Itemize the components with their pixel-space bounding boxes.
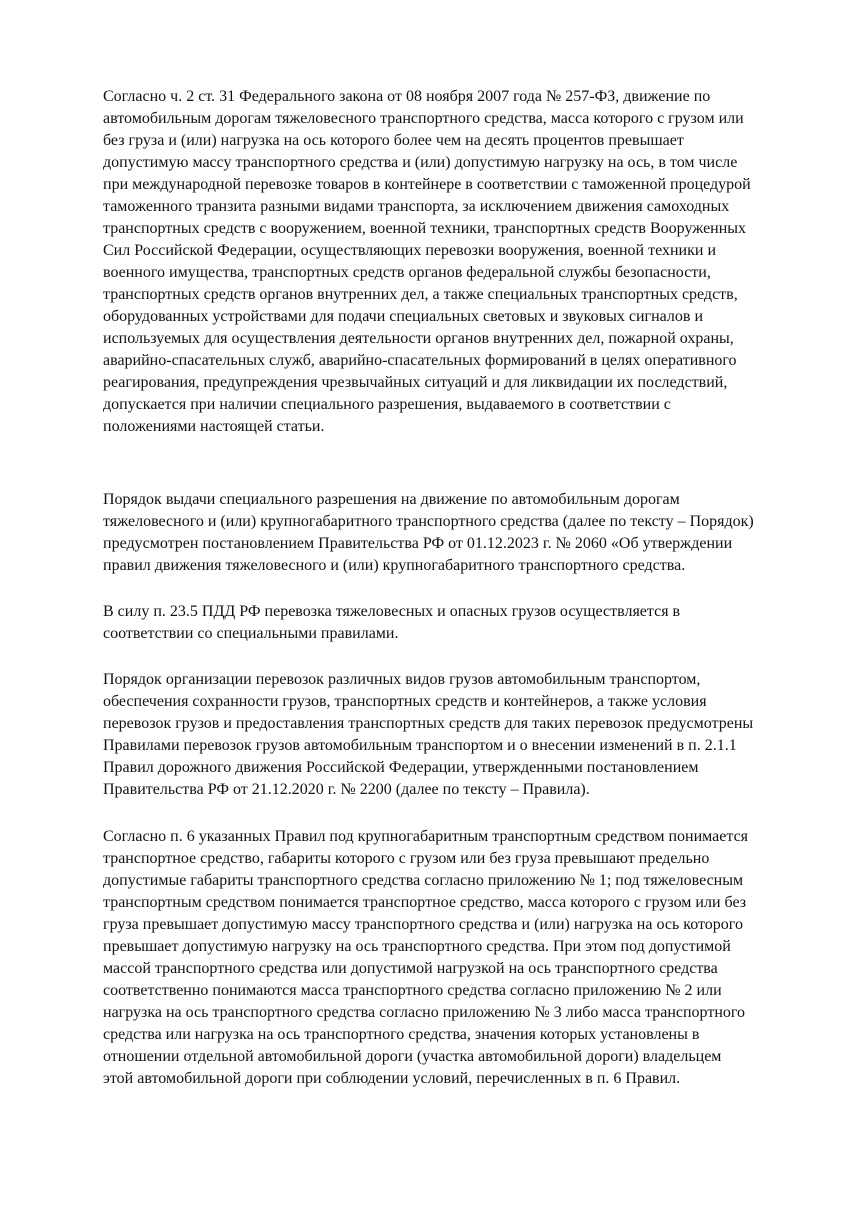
paragraph-cargo-transport-rules: Порядок организации перевозок различных видов грузов автомобильным транспортом, обеспечения сохранности грузов, транспортных средств и контейнеров, а также условия перевозок грузов и предоставления транспортных средств для таких перевозок предусмотрены Правилами перевозок грузов автомобильным транспортом и о внесении изменений в п. 2.1.1 Правил дорожного движения Российской Федерации, утвержденными постановлением Правительства РФ от 21.12.2020 г. № 2200 (далее по тексту – Правила).: [103, 671, 754, 798]
paragraph-pdd-23-5: В силу п. 23.5 ПДД РФ перевозка тяжеловесных и опасных грузов осуществляется в соответствии со специальными правилами.: [103, 603, 681, 642]
paragraph-special-permit-procedure: Порядок выдачи специального разрешения на движение по автомобильным дорогам тяжеловесного и (или) крупногабаритного транспортного средства (далее по тексту – Порядок) предусмотрен постановлением Правительства РФ от 01.12.2023 г. № 2060 «Об утверждении правил движения тяжеловесного и (или) крупногабаритного транспортного средства.: [103, 491, 754, 574]
paragraph-law-257-fz: Согласно ч. 2 ст. 31 Федерального закона от 08 ноября 2007 года № 257-ФЗ, движение по автомобильным дорогам тяжеловесного транспортного средства, масса которого с грузом или без груза и (или) нагрузка на ось которого более чем на десять процентов превышает допустимую массу транспортного средства и (или) допустимую нагрузку на ось, в том числе при международной перевозке товаров в контейнере в соответствии с таможенной процедурой таможенного транзита разными видами транспорта, за исключением движения самоходных транспортных средств с вооружением, военной техники, транспортных средств Вооруженных Сил Российской Федерации, осуществляющих перевозки вооружения, военной техники и военного имущества, транспортных средств органов федеральной службы безопасности, транспортных средств органов внутренних дел, а также специальных транспортных средств, оборудованных устройствами для подачи специальных световых и звуковых сигналов и используемых для осуществления деятельности органов внутренних дел, пожарной охраны, аварийно-спасательных служб, аварийно-спасательных формирований в целях оперативного реагирования, предупреждения чрезвычайных ситуаций и для ликвидации их последствий, допускается при наличии специального разрешения, выдаваемого в соответствии с положениями настоящей статьи.: [103, 88, 751, 435]
paragraph-rules-item-6: Согласно п. 6 указанных Правил под крупногабаритным транспортным средством понимается транспортное средство, габариты которого с грузом или без груза превышают предельно допустимые габариты транспортного средства согласно приложению № 1; под тяжеловесным транспортным средством понимается транспортное средство, масса которого с грузом или без груза превышает допустимую массу транспортного средства и (или) нагрузка на ось которого превышает допустимую нагрузку на ось транспортного средства. При этом под допустимой массой транспортного средства или допустимой нагрузкой на ось транспортного средства соответственно понимаются масса транспортного средства согласно приложению № 2 или нагрузка на ось транспортного средства согласно приложению № 3 либо масса транспортного средства или нагрузка на ось транспортного средства, значения которых установлены в отношении отдельной автомобильной дороги (участка автомобильной дороги) владельцем этой автомобильной дороги при соблюдении условий, перечисленных в п. 6 Правил.: [103, 828, 749, 1087]
